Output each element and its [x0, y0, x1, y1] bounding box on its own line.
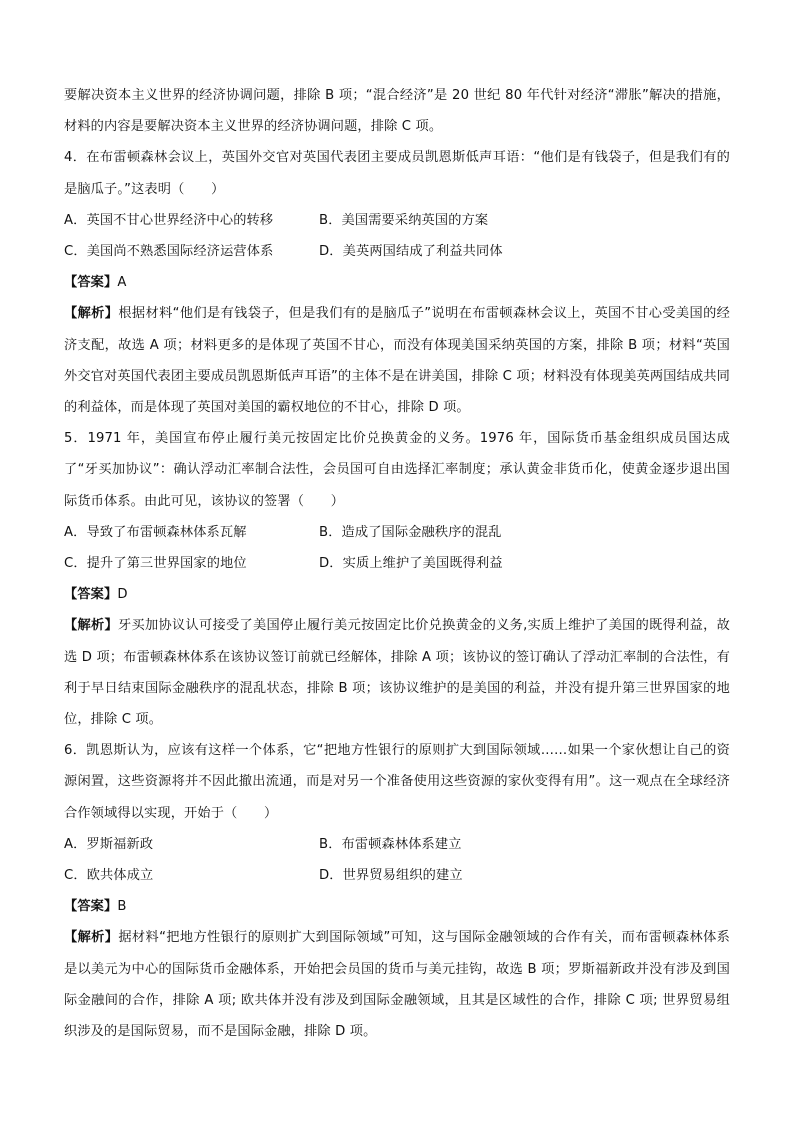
option-a: A．罗斯福新政	[64, 836, 154, 852]
analysis-label: 【解析】	[64, 306, 119, 322]
question-stem: 6．凯恩斯认为，应该有这样一个体系，它“把地方性银行的原则扩大到国际领域……如果一个家伙想让自己的资源闲置，这些资源将并不因此撤出流通，而是对另一个准备使用这些资源的家伙变得有用”。这一观点在全球经济合作领域得以实现，开始于（ ）	[64, 743, 730, 821]
analysis-text: 牙买加协议认可接受了美国停止履行美元按固定比价兑换黄金的义务,实质上维护了美国的既得利益，故选 D 项；布雷顿森林体系在该协议签订前就已经解体，排除 A 项；该协议的签订确认了浮动汇率制的合法性，有利于早日结束国际金融秩序的混乱状态，排除 B 项；该协议维护的是美国的利益，并没有提升第三世界国家的地位，排除 C 项。	[64, 618, 730, 728]
analysis-paragraph	[64, 298, 730, 423]
answer-line	[64, 891, 730, 922]
option-c: C．提升了第三世界国家的地位	[64, 556, 247, 572]
answer-value: B	[117, 899, 127, 915]
analysis-label: 【解析】	[64, 930, 119, 946]
option-b: B．布雷顿森林体系建立	[319, 836, 462, 852]
option-d: D．世界贸易组织的建立	[319, 868, 463, 884]
option-c: C．欧共体成立	[64, 868, 154, 884]
analysis-paragraph	[64, 922, 730, 1047]
question-options	[64, 517, 730, 579]
document-page	[64, 80, 730, 1047]
question-6	[64, 735, 730, 1047]
answer-label: 【答案】	[64, 587, 118, 603]
answer-line	[64, 579, 730, 610]
option-b: B．造成了国际金融秩序的混乱	[319, 524, 502, 540]
analysis-text: 根据材料“他们是有钱袋子，但是我们有的是脑瓜子”说明在布雷顿森林会议上，英国不甘心受美国的经济支配，故选 A 项；材料更多的是体现了英国不甘心，而没有体现美国采纳英国的方案，排除 B 项；材料“英国外交官对英国代表团主要成员凯恩斯低声耳语”的主体不是在讲美国，排除 C 项；材料没有体现美英两国结成共同的利益体，而是体现了英国对美国的霸权地位的不甘心，排除 D 项。	[64, 306, 731, 416]
option-a: A．英国不甘心世界经济中心的转移	[64, 212, 274, 228]
intro-paragraph: 要解决资本主义世界的经济协调问题，排除 B 项；“混合经济”是 20 世纪 80 年代针对经济“滞胀”解决的措施，材料的内容是要解决资本主义世界的经济协调问题，排除 C 项。	[64, 88, 730, 135]
analysis-label: 【解析】	[64, 618, 119, 634]
question-stem: 4．在布雷顿森林会议上，英国外交官对英国代表团主要成员凯恩斯低声耳语：“他们是有钱袋子，但是我们有的是脑瓜子。”这表明（ ）	[64, 150, 730, 197]
answer-value: A	[117, 275, 127, 291]
question-4	[64, 142, 730, 423]
answer-label: 【答案】	[64, 275, 118, 291]
answer-value: D	[117, 587, 128, 603]
question-stem: 5．1971 年，美国宣布停止履行美元按固定比价兑换黄金的义务。1976 年，国际货币基金组织成员国达成了“牙买加协议”：确认浮动汇率制合法性，会员国可自由选择汇率制度；承认黄金非货币化，使黄金逐步退出国际货币体系。由此可见，该协议的签署（ ）	[64, 431, 730, 509]
analysis-text: 据材料“把地方性银行的原则扩大到国际领域”可知，这与国际金融领域的合作有关，而布雷顿森林体系是以美元为中心的国际货币金融体系，开始把会员国的货币与美元挂钩，故选 B 项；罗斯福新政并没有涉及到国际金融间的合作，排除 A 项; 欧共体并没有涉及到国际金融领域，且其是区域性的合作，排除 C 项; 世界贸易组织涉及的是国际贸易，而不是国际金融，排除 D 项。	[64, 930, 731, 1040]
question-5	[64, 423, 730, 735]
answer-line	[64, 267, 730, 298]
option-d: D．实质上维护了美国既得利益	[319, 556, 503, 572]
option-d: D．美英两国结成了利益共同体	[319, 244, 503, 260]
option-c: C．美国尚不熟悉国际经济运营体系	[64, 244, 274, 260]
analysis-paragraph	[64, 610, 730, 735]
option-b: B．美国需要采纳英国的方案	[319, 212, 489, 228]
question-options	[64, 829, 730, 891]
question-options	[64, 205, 730, 267]
answer-label: 【答案】	[64, 899, 118, 915]
option-a: A．导致了布雷顿森林体系瓦解	[64, 524, 247, 540]
